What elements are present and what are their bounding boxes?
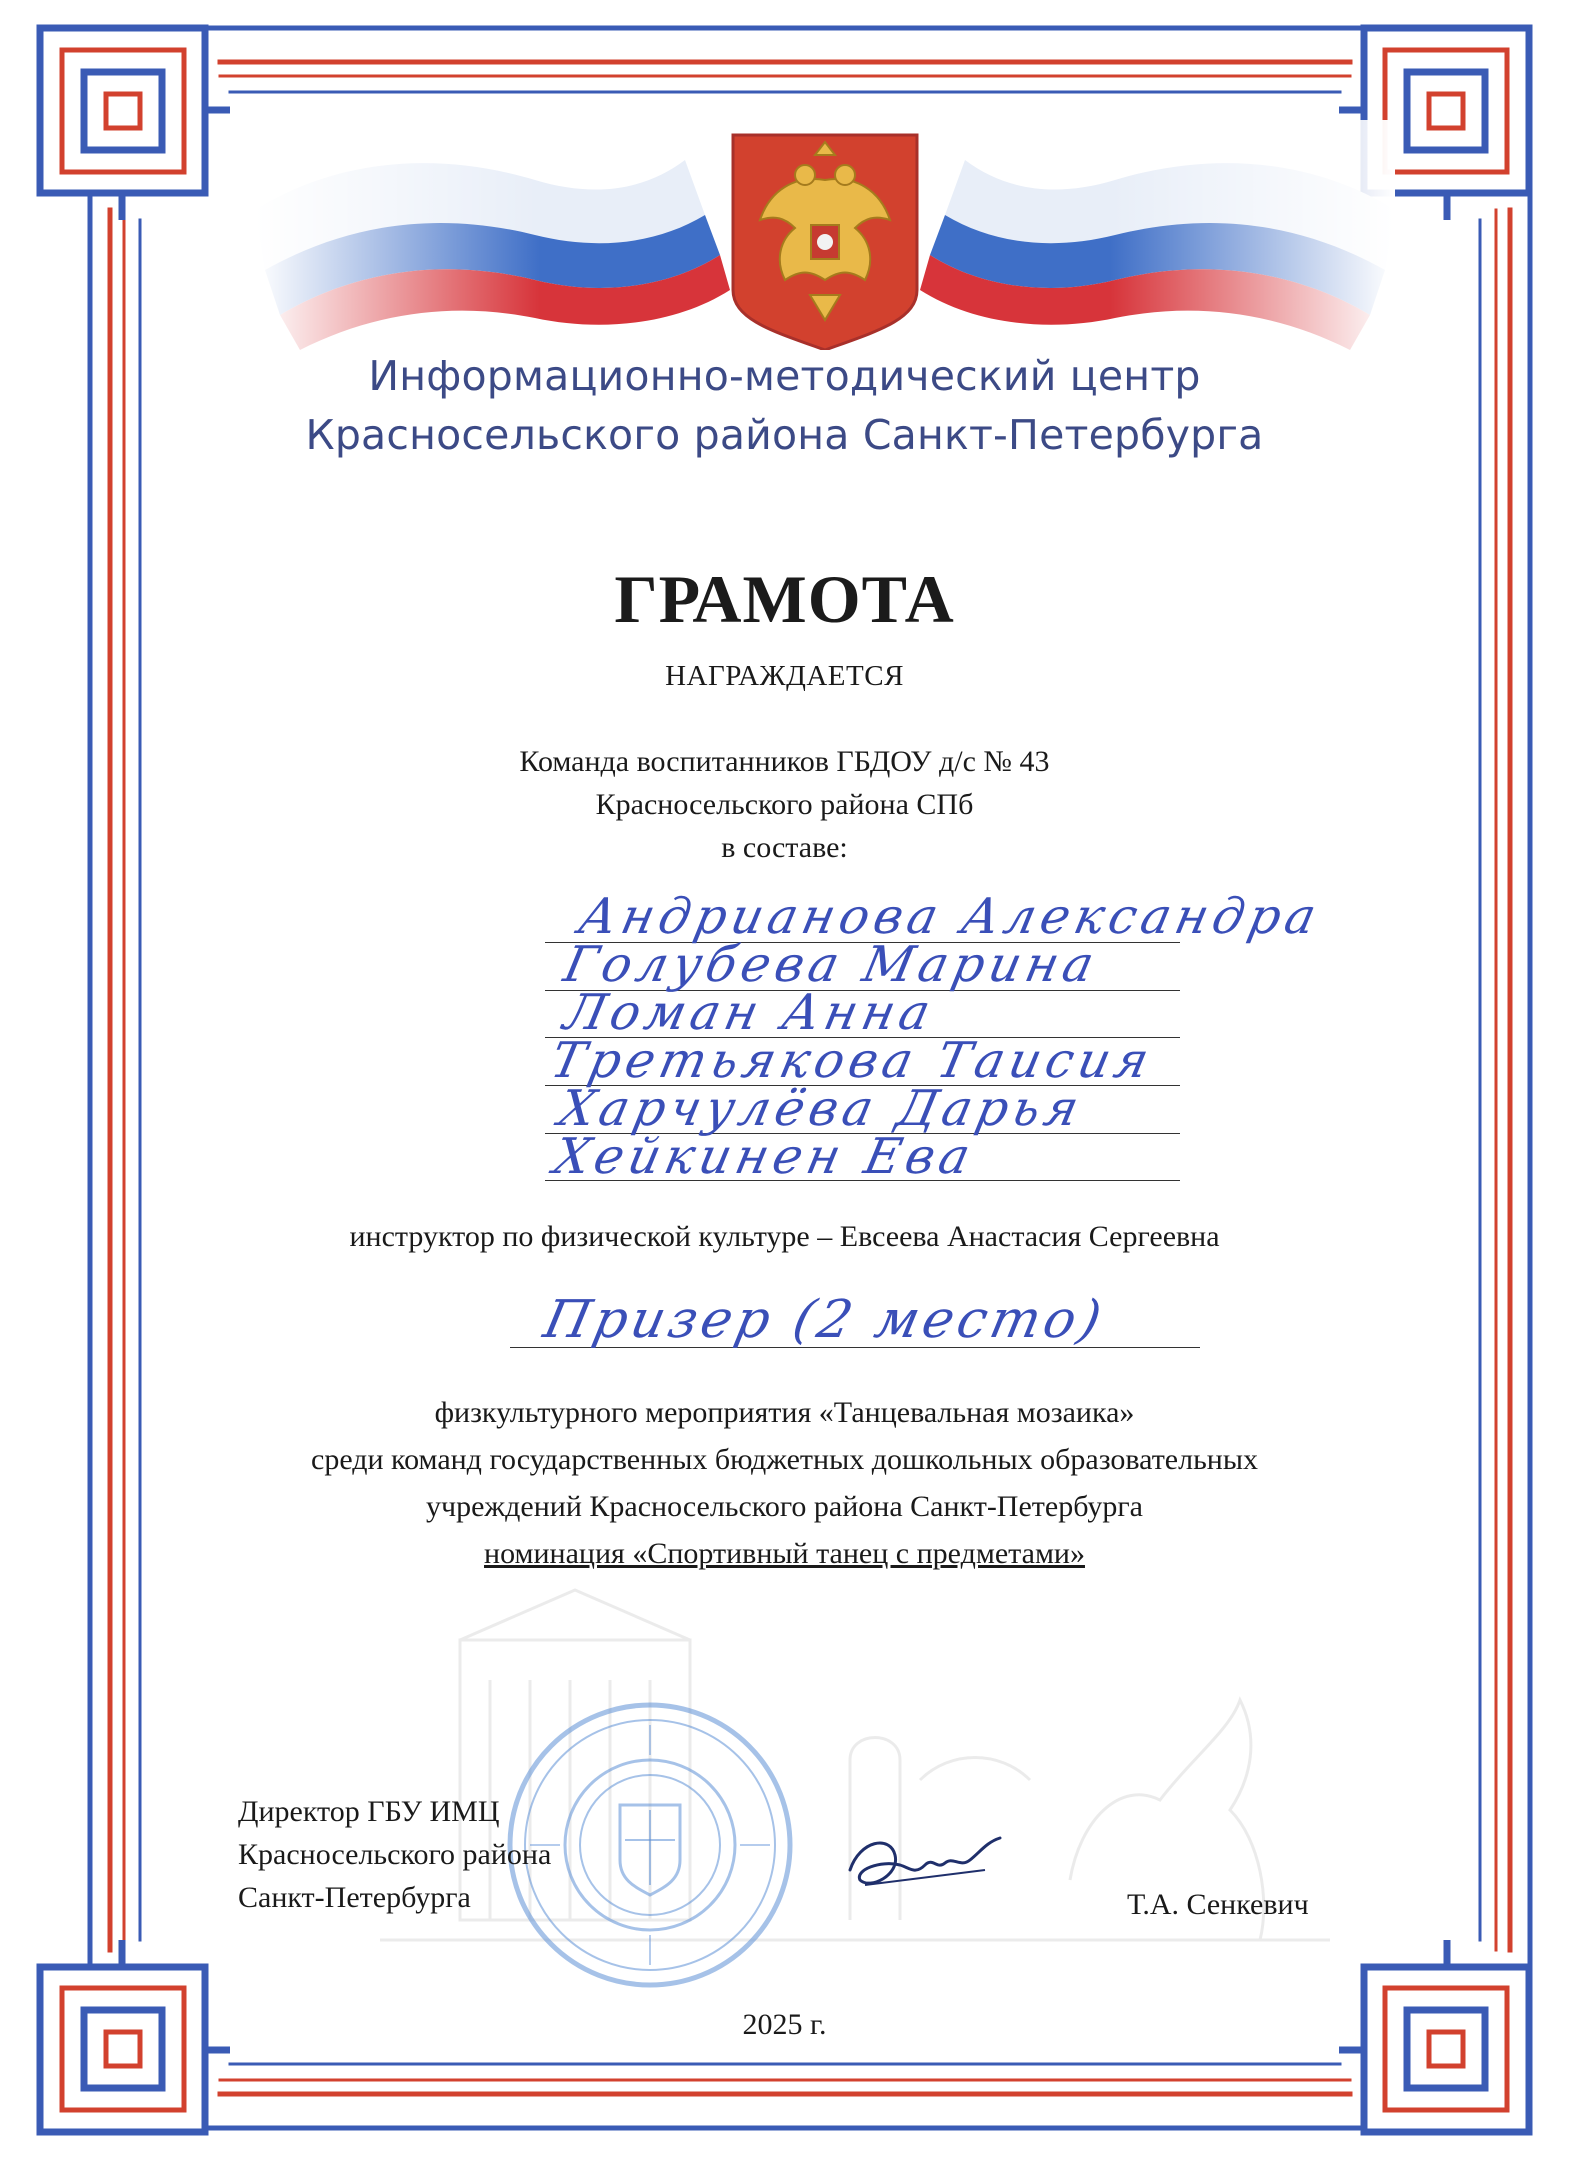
event-line3: учреждений Красносельского района Санкт-Петербурга xyxy=(426,1490,1143,1523)
awarded-caption: НАГРАЖДАЕТСЯ xyxy=(665,660,904,692)
member-name: Хейкинен Ева xyxy=(548,1128,980,1185)
organization-name-line2: Красносельского района Санкт-Петербурга xyxy=(305,411,1264,459)
member-name: Ломан Анна xyxy=(558,984,941,1041)
signatory-name: Т.А. Сенкевич xyxy=(1127,1888,1309,1921)
member-name: Харчулёва Дарья xyxy=(553,1080,1089,1137)
nomination-line xyxy=(0,1537,1569,1571)
signatory-title-line2: Красносельского района xyxy=(238,1838,552,1871)
signatory-title-line1: Директор ГБУ ИМЦ xyxy=(238,1795,500,1828)
signatory-title-line3: Санкт-Петербурга xyxy=(238,1881,471,1914)
certificate-title: ГРАМОТА xyxy=(614,561,955,637)
event-line1: физкультурного мероприятия «Танцевальная мозаика» xyxy=(434,1396,1135,1429)
issue-year: 2025 г. xyxy=(742,2008,827,2041)
nomination-text: номинация «Спортивный танец с предметами» xyxy=(484,1537,1085,1570)
organization-name-line1: Информационно-методический центр xyxy=(368,352,1201,400)
team-line1: Команда воспитанников ГБДОУ д/с № 43 xyxy=(519,745,1050,778)
place-handwritten: Призер (2 место) xyxy=(538,1290,1111,1350)
handwritten-signature xyxy=(845,1830,1005,1900)
member-name: Голубева Марина xyxy=(558,936,1104,993)
team-line2: Красносельского района СПб xyxy=(595,788,974,821)
tricolor-ribbon-emblem xyxy=(255,120,1395,350)
instructor-line: инструктор по физической культуре – Евсеева Анастасия Сергеевна xyxy=(349,1220,1220,1253)
member-name: Третьякова Таисия xyxy=(545,1032,1159,1089)
member-name: Андрианова Александра xyxy=(573,888,1326,945)
event-line2: среди команд государственных бюджетных дошкольных образовательных xyxy=(311,1443,1258,1476)
team-line3: в составе: xyxy=(721,831,848,864)
